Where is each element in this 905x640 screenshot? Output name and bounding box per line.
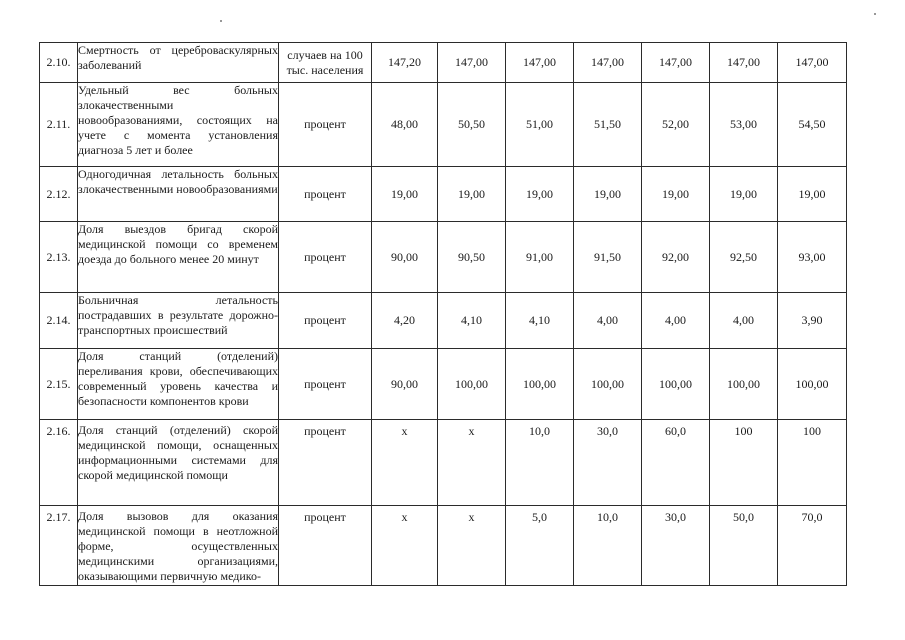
value-cell: 4,00 [710, 293, 778, 349]
row-number: 2.12. [40, 167, 78, 222]
value-cell: 19,00 [778, 167, 847, 222]
value-cell: 51,50 [574, 83, 642, 167]
value-cell: 4,10 [438, 293, 506, 349]
value-cell: х [372, 420, 438, 506]
table-row [40, 43, 847, 83]
value-cell: 30,0 [642, 506, 710, 586]
value-cell: 10,0 [574, 506, 642, 586]
value-cell: 60,0 [642, 420, 710, 506]
value-cell: 4,00 [642, 293, 710, 349]
value-cell: 100,00 [778, 349, 847, 420]
value-cell: 92,50 [710, 222, 778, 293]
indicator-name: Доля вызовов для оказания медицинской помощи в неотложной форме, осуществленных медицинскими организациями, оказывающими первичную медико- [78, 506, 279, 586]
value-cell: 19,00 [372, 167, 438, 222]
value-cell: 19,00 [574, 167, 642, 222]
value-cell: 147,00 [438, 43, 506, 83]
value-cell: 4,00 [574, 293, 642, 349]
value-cell: 50,0 [710, 506, 778, 586]
value-cell: 100,00 [710, 349, 778, 420]
table-row [40, 349, 847, 420]
value-cell: х [438, 420, 506, 506]
value-cell: 100 [778, 420, 847, 506]
value-cell: 50,50 [438, 83, 506, 167]
value-cell: 147,00 [710, 43, 778, 83]
table-row [40, 222, 847, 293]
row-number: 2.17. [40, 506, 78, 586]
unit-cell: случаев на 100 тыс. населения [279, 43, 372, 83]
value-cell: 91,00 [506, 222, 574, 293]
indicators-table [39, 42, 847, 586]
value-cell: 147,00 [506, 43, 574, 83]
value-cell: 52,00 [642, 83, 710, 167]
row-number: 2.13. [40, 222, 78, 293]
row-number: 2.15. [40, 349, 78, 420]
indicator-name: Одногодичная летальность больных злокачественными новообразованиями [78, 167, 279, 222]
table-row [40, 506, 847, 586]
table-row [40, 83, 847, 167]
unit-cell: процент [279, 349, 372, 420]
value-cell: 90,50 [438, 222, 506, 293]
indicator-name: Удельный вес больных злокачественными новообразованиями, состоящих на учете с момента установления диагноза 5 лет и более [78, 83, 279, 167]
table-row [40, 420, 847, 506]
value-cell: 19,00 [710, 167, 778, 222]
value-cell: 147,00 [642, 43, 710, 83]
value-cell: 10,0 [506, 420, 574, 506]
value-cell: 51,00 [506, 83, 574, 167]
value-cell: 19,00 [506, 167, 574, 222]
value-cell: 70,0 [778, 506, 847, 586]
scan-speck [874, 13, 876, 15]
row-number: 2.11. [40, 83, 78, 167]
value-cell: 48,00 [372, 83, 438, 167]
value-cell: 100,00 [642, 349, 710, 420]
unit-cell: процент [279, 83, 372, 167]
value-cell: 30,0 [574, 420, 642, 506]
value-cell: 5,0 [506, 506, 574, 586]
value-cell: 4,20 [372, 293, 438, 349]
value-cell: 92,00 [642, 222, 710, 293]
value-cell: 100,00 [574, 349, 642, 420]
indicator-name: Доля станций (отделений) переливания крови, обеспечивающих современный уровень качества и безопасности компонентов крови [78, 349, 279, 420]
indicator-name: Смертность от цереброваскулярных заболеваний [78, 43, 279, 83]
value-cell: 90,00 [372, 222, 438, 293]
row-number: 2.14. [40, 293, 78, 349]
value-cell: 91,50 [574, 222, 642, 293]
indicator-name: Больничная летальность пострадавших в результате дорожно-транспортных происшествий [78, 293, 279, 349]
value-cell: 54,50 [778, 83, 847, 167]
table-row [40, 167, 847, 222]
unit-cell: процент [279, 293, 372, 349]
value-cell: 147,20 [372, 43, 438, 83]
value-cell: 19,00 [438, 167, 506, 222]
unit-cell: процент [279, 506, 372, 586]
indicator-name: Доля станций (отделений) скорой медицинской помощи, оснащенных информационными системами для скорой медицинской помощи [78, 420, 279, 506]
unit-cell: процент [279, 420, 372, 506]
table-row [40, 293, 847, 349]
indicator-name: Доля выездов бригад скорой медицинской помощи со временем доезда до больного менее 20 минут [78, 222, 279, 293]
value-cell: 93,00 [778, 222, 847, 293]
row-number: 2.10. [40, 43, 78, 83]
value-cell: 100,00 [506, 349, 574, 420]
scan-speck [220, 20, 222, 22]
value-cell: 19,00 [642, 167, 710, 222]
value-cell: 4,10 [506, 293, 574, 349]
value-cell: 147,00 [574, 43, 642, 83]
value-cell: 100 [710, 420, 778, 506]
unit-cell: процент [279, 167, 372, 222]
value-cell: 3,90 [778, 293, 847, 349]
value-cell: х [372, 506, 438, 586]
value-cell: 147,00 [778, 43, 847, 83]
unit-cell: процент [279, 222, 372, 293]
value-cell: 90,00 [372, 349, 438, 420]
row-number: 2.16. [40, 420, 78, 506]
value-cell: 53,00 [710, 83, 778, 167]
value-cell: х [438, 506, 506, 586]
value-cell: 100,00 [438, 349, 506, 420]
